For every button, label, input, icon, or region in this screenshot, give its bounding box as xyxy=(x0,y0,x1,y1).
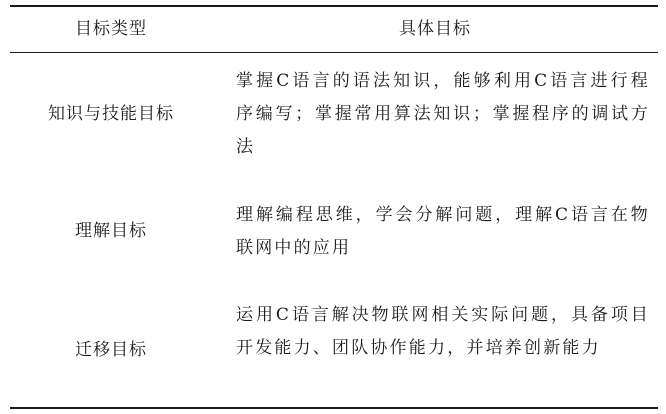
header-specific-goal: 具体目标 xyxy=(399,19,471,39)
goal-description-cell: 理解编程思维，学会分解问题，理解C语言在物联网中的应用 xyxy=(236,205,650,258)
goal-type-cell: 迁移目标 xyxy=(75,339,147,360)
table-row xyxy=(10,169,658,287)
goal-type-cell: 知识与技能目标 xyxy=(48,103,174,124)
table-bottom-rule xyxy=(10,407,658,409)
goals-table xyxy=(10,5,658,409)
goal-description-cell: 运用C语言解决物联网相关实际问题，具备项目开发能力、团队协作能力，并培养创新能力 xyxy=(236,305,650,358)
table-row xyxy=(10,287,658,407)
goal-description-cell: 掌握C语言的语法知识，能够利用C语言进行程序编写；掌握常用算法知识；掌握程序的调试方法 xyxy=(236,71,650,157)
table-header-row xyxy=(10,7,658,52)
goal-type-cell: 理解目标 xyxy=(75,220,147,241)
table-row xyxy=(10,53,658,169)
header-goal-type: 目标类型 xyxy=(75,19,147,39)
